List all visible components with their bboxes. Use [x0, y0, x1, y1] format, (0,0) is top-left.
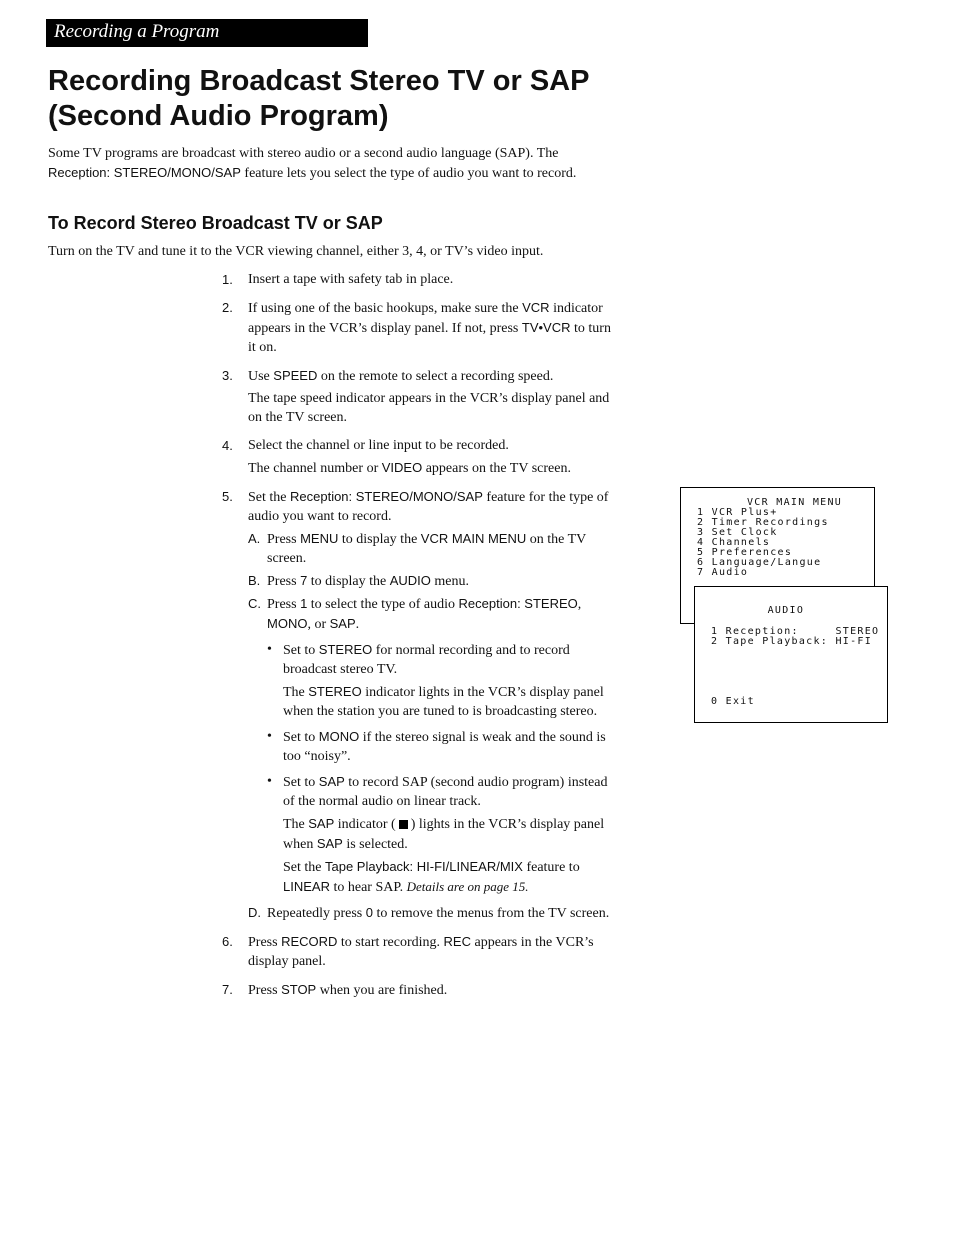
page-title-line1: Recording Broadcast Stereo TV or SAP: [48, 65, 590, 97]
turn-on-instruction: Turn on the TV and tune it to the VCR viewing channel, either 3, 4, or TV’s video input.: [48, 244, 544, 259]
intro-paragraph: [48, 144, 608, 183]
key-0: 0: [365, 905, 373, 920]
intro-text-2: feature lets you select the type of audio you want to record.: [240, 166, 577, 181]
bullet-stereo: • Set to STEREO for normal recording and to record broadcast stereo TV. The STEREO indicator lights in the VCR’s display panel when the station you are tuned to is broadcasting stereo.: [267, 642, 604, 719]
step-4: [222, 436, 614, 478]
vcr-menu-item: 7 Audio: [697, 567, 749, 578]
step-7: [222, 980, 614, 1000]
reception-feature: Reception: STEREO/MONO/SAP: [290, 489, 483, 504]
vcr-menu-item: 6 Language/Langue: [697, 557, 822, 568]
vcr-key: VCR: [522, 300, 550, 315]
sap-label: SAP: [318, 774, 345, 789]
step-text: Press RECORD to start recording. REC appears in the VCR’s display panel.: [248, 934, 594, 969]
rec-indicator: REC: [443, 934, 471, 949]
step-note: The channel number or VIDEO appears on the TV screen.: [248, 460, 571, 476]
sap-label: SAP: [316, 836, 343, 851]
bullet-dot: •: [267, 774, 272, 789]
step-5: [222, 487, 614, 923]
step-text: If using one of the basic hookups, make sure the VCR indicator appears in the VCR’s display panel. If not, press TV•VCR to turn it on.: [248, 300, 611, 355]
sap-label: SAP: [329, 616, 356, 631]
vcr-menu-item: 4 Channels: [697, 537, 771, 548]
vcr-main-menu-label: VCR MAIN MENU: [420, 531, 527, 546]
step-number: 7.: [222, 982, 233, 997]
sap-label: SAP: [308, 816, 335, 831]
audio-menu-title: AUDIO: [709, 605, 805, 616]
stop-key: STOP: [281, 982, 317, 997]
step-text: Use SPEED on the remote to select a recording speed.: [248, 368, 554, 384]
substep-c: C. Press 1 to select the type of audio Reception: STEREO, MONO, or SAP. • Set to STEREO for normal recording and to record broadcast stereo TV. The STEREO indicator lights in the VCR’s display panel when the station you are tuned to is broadcasting stereo. • Set to MONO if the stereo signal is weak and the sound is too “noisy”. • Set to SAP to record SAP (second audio program) instead of the normal audio on linear track. The SAP indicator ( ) lights in the VCR’s display panel when SAP is selected. Set the Tape Playback: HI-FI/LINEAR/MIX feature to LINEAR to hear SAP. Details are on page 15.: [248, 594, 614, 897]
substep-letter: A.: [248, 531, 261, 546]
step-note: The tape speed indicator appears in the VCR’s display panel and on the TV screen.: [248, 391, 610, 425]
page-reference: Details are on page 15.: [406, 879, 529, 894]
bullet-mono: • Set to MONO if the stereo signal is weak and the sound is too “noisy”.: [267, 729, 606, 764]
page-title: [48, 64, 688, 134]
vcr-menu-item: 1 VCR Plus+: [697, 507, 778, 518]
page-title-line2: (Second Audio Program): [48, 100, 389, 132]
step-number: 4.: [222, 438, 233, 453]
tape-playback-feature: Tape Playback: HI-FI/LINEAR/MIX: [325, 859, 523, 874]
bullet-dot: •: [267, 729, 272, 744]
step-number: 5.: [222, 489, 233, 504]
step-6: [222, 932, 614, 971]
section-subheading: To Record Stereo Broadcast TV or SAP: [48, 213, 383, 233]
intro-feature: Reception: STEREO/MONO/SAP: [48, 165, 241, 180]
audio-menu-reception: 1 Reception: STEREO: [711, 626, 880, 637]
audio-menu-tape-playback: 2 Tape Playback: HI-FI: [711, 636, 873, 647]
vcr-menu-item: 3 Set Clock: [697, 527, 778, 538]
menu-key: MENU: [300, 531, 339, 546]
substep-b: B. Press 7 to display the AUDIO menu.: [248, 573, 470, 589]
audio-menu-exit: 0 Exit: [711, 696, 755, 707]
tv-vcr-key: TV•VCR: [521, 320, 571, 335]
step-text: Select the channel or line input to be recorded.: [248, 438, 509, 453]
video-label: VIDEO: [381, 460, 423, 475]
substep-a: A. Press MENU to display the VCR MAIN MENU on the TV screen.: [248, 531, 586, 566]
step-text: Press STOP when you are finished.: [248, 982, 448, 998]
key-1: 1: [300, 596, 308, 611]
step-3: [222, 366, 614, 427]
step-number: 6.: [222, 934, 233, 949]
substep-letter: B.: [248, 573, 261, 588]
audio-menu-screen: [694, 586, 888, 723]
stereo-indicator-label: STEREO: [308, 684, 362, 699]
section-header-label: Recording a Program: [54, 21, 220, 42]
bullet-sap: • Set to SAP to record SAP (second audio program) instead of the normal audio on linear track. The SAP indicator ( ) lights in the VCR’s display panel when SAP is selected. Set the Tape Playback: HI-FI/LINEAR/MIX feature to LINEAR to hear SAP. Details are on page 15.: [267, 774, 608, 895]
steps-list: [222, 270, 614, 1009]
linear-label: LINEAR: [283, 879, 330, 894]
mono-label: MONO: [318, 729, 360, 744]
sap-indicator-icon: [399, 820, 408, 829]
stereo-label: STEREO: [318, 642, 373, 657]
speed-key: SPEED: [273, 368, 318, 383]
bullet-dot: •: [267, 642, 272, 657]
intro-text: Some TV programs are broadcast with stereo audio or a second audio language (SAP). The: [48, 146, 559, 161]
step-2: [222, 298, 614, 357]
key-7: 7: [300, 573, 308, 588]
section-header-bar: [46, 19, 368, 47]
vcr-menu-item: 5 Preferences: [697, 547, 793, 558]
substep-d: D. Repeatedly press 0 to remove the menus from the TV screen.: [248, 905, 610, 921]
audio-label: AUDIO: [389, 573, 431, 588]
step-text: Insert a tape with safety tab in place.: [248, 272, 454, 287]
step-1: [222, 270, 614, 289]
mono-label: MONO: [267, 616, 308, 631]
record-key: RECORD: [281, 934, 338, 949]
step-text: Set the Reception: STEREO/MONO/SAP feature for the type of audio you want to record.: [248, 489, 609, 524]
substep-letter: C.: [248, 596, 261, 611]
substep-letter: D.: [248, 905, 261, 920]
step-number: 1.: [222, 272, 233, 287]
vcr-menu-item: 2 Timer Recordings: [697, 517, 829, 528]
vcr-menu-title: VCR MAIN MENU: [725, 497, 843, 508]
step-number: 3.: [222, 368, 233, 383]
reception-stereo-label: Reception: STEREO: [458, 596, 578, 611]
step-number: 2.: [222, 300, 233, 315]
